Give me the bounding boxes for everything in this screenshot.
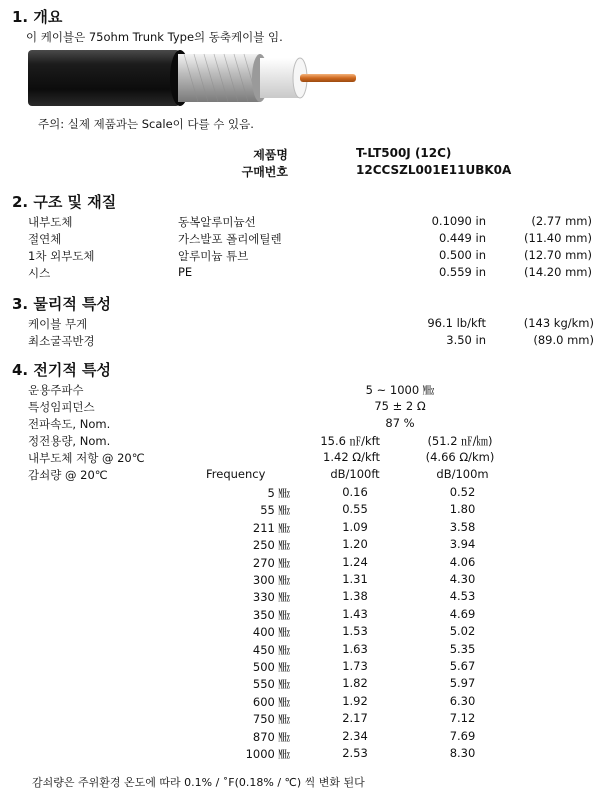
scale-note: 주의: 실제 제품과는 Scale이 다를 수 있음. xyxy=(38,117,254,131)
cable-jacket xyxy=(28,50,180,106)
attenuation-db-per-100m: 5.35 xyxy=(449,641,476,656)
attenuation-db-per-100ft: 1.31 xyxy=(342,572,368,586)
footer-note: 감쇠량은 주위환경 온도에 따라 0.1% / ˚F(0.18% / ℃) 씩 변화 된다 xyxy=(32,776,365,789)
attenuation-db-per-100m: 5.97 xyxy=(449,676,476,691)
attenuation-frequency: 400 ㎒ xyxy=(252,625,290,640)
attenuation-frequency: 250 ㎒ xyxy=(252,538,290,553)
attenuation-db-per-100ft: 1.63 xyxy=(342,641,368,656)
attenuation-db-per-100m: 4.30 xyxy=(449,572,476,586)
structure-part: 절연체 xyxy=(28,232,62,246)
attenuation-db-per-100ft: 1.24 xyxy=(342,554,368,569)
attenuation-frequency: 270 ㎒ xyxy=(252,555,290,570)
attenuation-dbft-header: dB/100ft xyxy=(330,467,380,481)
physical-value-metric: (143 kg/km) xyxy=(523,316,594,330)
capacitance-label: 정전용량, Nom. xyxy=(28,434,111,448)
physical-value: 3.50 in xyxy=(446,333,486,347)
attenuation-db-per-100ft: 0.16 xyxy=(342,485,368,499)
attenuation-db-per-100ft: 1.38 xyxy=(342,589,368,604)
attenuation-frequency: 350 ㎒ xyxy=(252,607,290,622)
product-name-value: T-LT500J (12C) xyxy=(356,146,452,160)
attenuation-db-per-100m: 5.67 xyxy=(449,659,476,673)
physical-heading: 3. 물리적 특성 xyxy=(12,295,112,313)
attenuation-db-per-100m: 4.53 xyxy=(449,589,476,604)
structure-mm: (14.20 mm) xyxy=(524,265,592,279)
attenuation-db-per-100m: 0.52 xyxy=(449,485,476,499)
coax-cable-illustration xyxy=(28,48,358,110)
attenuation-db-per-100m: 8.30 xyxy=(449,746,476,760)
resistance-label: 내부도체 저항 @ 20℃ xyxy=(28,451,145,465)
attenuation-db-per-100m: 3.58 xyxy=(449,519,476,534)
cable-conductor xyxy=(300,74,356,82)
attenuation-frequency: 330 ㎒ xyxy=(252,590,290,605)
overview-heading: 1. 개요 xyxy=(12,8,63,26)
resistance-value-ft: 1.42 Ω/kft xyxy=(323,450,380,464)
attenuation-frequency: 500 ㎒ xyxy=(252,660,290,674)
electrical-heading: 4. 전기적 특성 xyxy=(12,361,112,379)
structure-inch: 0.500 in xyxy=(438,248,486,262)
velocity-label: 전파속도, Nom. xyxy=(28,417,111,431)
attenuation-db-per-100ft: 1.92 xyxy=(342,693,368,708)
structure-part: 시스 xyxy=(28,266,51,280)
structure-material: 알루미늄 튜브 xyxy=(178,249,249,263)
structure-part: 1차 외부도체 xyxy=(28,249,95,263)
attenuation-db-per-100ft: 0.55 xyxy=(342,502,368,517)
attenuation-frequency: 55 ㎒ xyxy=(260,503,290,518)
cable-braid xyxy=(178,54,260,102)
attenuation-frequency: 450 ㎒ xyxy=(252,642,290,657)
attenuation-frequency: 750 ㎒ xyxy=(252,712,290,727)
attenuation-label: 감쇠량 @ 20℃ xyxy=(28,468,108,482)
capacitance-value-ft: 15.6 ㎋/kft xyxy=(320,434,380,448)
attenuation-frequency: 5 ㎒ xyxy=(267,486,290,500)
structure-material: PE xyxy=(178,265,193,279)
impedance-label: 특성임피던스 xyxy=(28,400,95,414)
attenuation-db-per-100m: 7.12 xyxy=(449,711,476,726)
attenuation-frequency: 550 ㎒ xyxy=(252,677,290,692)
product-name-label: 제품명 xyxy=(253,148,288,162)
attenuation-db-per-100ft: 1.53 xyxy=(342,624,368,639)
velocity-value: 87 % xyxy=(385,416,415,430)
attenuation-db-per-100ft: 1.09 xyxy=(342,519,368,534)
physical-value: 96.1 lb/kft xyxy=(427,316,486,330)
structure-material: 가스발포 폴리에틸렌 xyxy=(178,232,282,246)
overview-description: 이 케이블은 75ohm Trunk Type의 동축케이블 임. xyxy=(26,30,283,44)
attenuation-db-per-100m: 4.06 xyxy=(449,554,476,569)
structure-mm: (11.40 mm) xyxy=(524,231,592,245)
attenuation-db-per-100ft: 1.20 xyxy=(342,537,368,552)
structure-heading: 2. 구조 및 재질 xyxy=(12,193,117,211)
capacitance-value-km: (51.2 ㎋/㎞) xyxy=(427,434,493,448)
structure-inch: 0.1090 in xyxy=(431,214,486,228)
structure-inch: 0.559 in xyxy=(438,265,486,279)
attenuation-db-per-100m: 3.94 xyxy=(449,537,476,552)
physical-label: 케이블 무게 xyxy=(28,317,88,331)
resistance-value-km: (4.66 Ω/km) xyxy=(425,450,495,464)
attenuation-db-per-100ft: 1.43 xyxy=(342,606,368,621)
product-code-value: 12CCSZL001E11UBK0A xyxy=(356,163,512,177)
structure-inch: 0.449 in xyxy=(438,231,486,245)
attenuation-frequency: 870 ㎒ xyxy=(252,729,290,744)
attenuation-db-per-100m: 1.80 xyxy=(449,502,476,517)
attenuation-frequency: 600 ㎒ xyxy=(252,694,290,709)
attenuation-db-per-100ft: 2.34 xyxy=(342,728,368,743)
attenuation-db-per-100ft: 2.53 xyxy=(342,746,368,760)
impedance-value: 75 ± 2 Ω xyxy=(374,399,426,413)
attenuation-frequency: 300 ㎒ xyxy=(252,573,290,587)
attenuation-db-per-100ft: 1.73 xyxy=(342,659,368,673)
physical-value-metric: (89.0 mm) xyxy=(533,333,594,347)
attenuation-frequency-header: Frequency xyxy=(206,467,266,481)
attenuation-db-per-100m: 7.69 xyxy=(449,728,476,743)
freq-value: 5 ~ 1000 ㎒ xyxy=(365,383,435,397)
attenuation-frequency: 1000 ㎒ xyxy=(245,747,290,761)
attenuation-dbm-header: dB/100m xyxy=(436,467,489,481)
freq-label: 운용주파수 xyxy=(28,383,84,397)
structure-material: 동복알루미늄선 xyxy=(178,215,256,229)
attenuation-db-per-100ft: 1.82 xyxy=(342,676,368,691)
attenuation-frequency: 211 ㎒ xyxy=(252,520,290,535)
attenuation-db-per-100ft: 2.17 xyxy=(342,711,368,726)
product-code-label: 구매번호 xyxy=(241,165,288,179)
structure-mm: (2.77 mm) xyxy=(531,214,592,228)
attenuation-db-per-100m: 5.02 xyxy=(449,624,476,639)
structure-part: 내부도체 xyxy=(28,215,73,229)
attenuation-db-per-100m: 6.30 xyxy=(449,693,476,708)
structure-mm: (12.70 mm) xyxy=(524,248,592,262)
attenuation-db-per-100m: 4.69 xyxy=(449,606,476,621)
physical-label: 최소굴곡반경 xyxy=(28,334,95,348)
